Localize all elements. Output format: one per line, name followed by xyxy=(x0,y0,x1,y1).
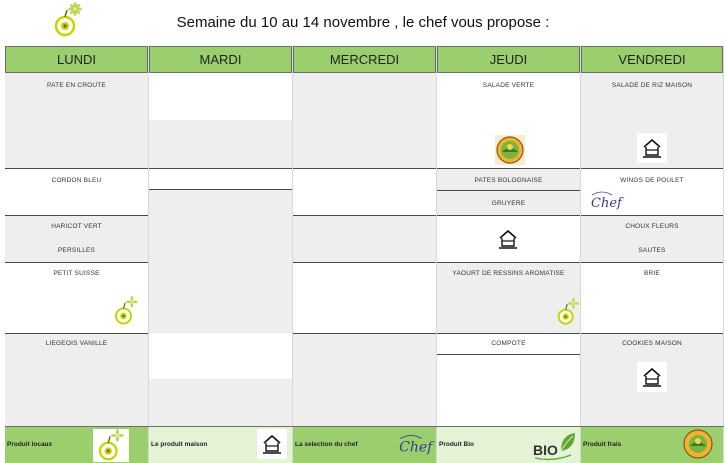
day-header-mercredi: MERCREDI xyxy=(293,46,436,73)
mardi-entree-bottom xyxy=(149,120,292,168)
chef-selection-icon xyxy=(589,187,622,213)
column-mardi xyxy=(149,46,293,462)
lundi-laitage-cell xyxy=(5,263,148,333)
jeudi-plat-cell xyxy=(437,169,580,215)
legend-homemade-label: Le produit maison xyxy=(151,441,208,448)
lundi-laitage: PETIT SUISSE xyxy=(53,270,100,277)
legend-bio xyxy=(437,427,581,463)
mercredi-laitage-cell xyxy=(293,263,436,333)
day-header-vendredi: VENDREDI xyxy=(581,46,723,73)
legend-local xyxy=(5,427,149,463)
legend-homemade xyxy=(149,427,293,463)
mercredi-legume-cell xyxy=(293,216,436,262)
homemade-house-icon xyxy=(257,429,287,459)
mardi-dessert-top xyxy=(149,334,292,379)
legend-fresh xyxy=(581,427,724,463)
vendredi-legume-1: CHOUX FLEURS xyxy=(625,223,679,230)
local-produce-pear-icon xyxy=(554,297,582,327)
fresh-product-badge-icon xyxy=(683,429,713,459)
lundi-entree: PATE EN CROUTE xyxy=(47,82,106,89)
jeudi-accompagnement: GRUYERE xyxy=(491,200,526,207)
lundi-plat-cell xyxy=(5,169,148,215)
mardi-entree-top xyxy=(149,73,292,120)
vendredi-dessert: COOKIES MAISON xyxy=(622,340,682,347)
jeudi-entree-cell xyxy=(437,73,580,168)
mardi-accompagnement-cell xyxy=(149,190,292,333)
column-mercredi xyxy=(293,46,437,462)
weekly-menu-grid xyxy=(5,46,724,462)
mercredi-plat-cell xyxy=(293,169,436,215)
jeudi-dessert-cell xyxy=(437,334,580,426)
vendredi-dessert-cell xyxy=(581,334,723,426)
local-produce-pear-icon xyxy=(93,429,129,462)
column-jeudi xyxy=(437,46,581,462)
vendredi-entree-cell xyxy=(581,73,723,168)
vendredi-laitage-cell xyxy=(581,263,723,333)
mercredi-dessert-cell xyxy=(293,334,436,426)
jeudi-legume-cell xyxy=(437,216,580,262)
lundi-plat: CORDON BLEU xyxy=(51,177,102,184)
jeudi-laitage: YAOURT DE RESSINS AROMATISE xyxy=(452,270,565,277)
lundi-legume-2: PERSILLES xyxy=(57,247,96,254)
legend-bio-label: Produit Bio xyxy=(439,441,475,448)
row-divider xyxy=(437,190,580,191)
lundi-legume-cell xyxy=(5,216,148,262)
bio-text: BIO xyxy=(533,442,558,458)
homemade-house-icon xyxy=(637,362,667,392)
vendredi-entree: SALADE DE RIZ MAISON xyxy=(611,82,693,89)
bio-leaf-icon xyxy=(531,429,577,461)
chef-signature-text: Chef xyxy=(399,439,433,456)
chef-selection-icon xyxy=(397,429,433,459)
day-header-jeudi: JEUDI xyxy=(437,46,580,73)
legend-bar xyxy=(5,426,724,463)
vendredi-plat-cell xyxy=(581,169,723,215)
jeudi-entree: SALADE VERTE xyxy=(482,82,535,89)
vendredi-legume-cell xyxy=(581,216,723,262)
local-produce-pear-icon xyxy=(111,295,141,327)
homemade-house-icon xyxy=(637,133,667,163)
vendredi-legume-2: SAUTES xyxy=(638,247,666,254)
legend-local-label: Produit locaux xyxy=(7,441,53,448)
mardi-dessert-bottom xyxy=(149,379,292,426)
legend-chef xyxy=(293,427,437,463)
legend-chef-label: La selection du chef xyxy=(295,441,358,448)
column-vendredi xyxy=(581,46,724,462)
day-header-mardi: MARDI xyxy=(149,46,292,73)
jeudi-plat: PATES BOLOGNAISE xyxy=(474,177,543,184)
chef-signature-text: Chef xyxy=(591,196,622,211)
jeudi-dessert: COMPOTE xyxy=(491,340,526,347)
jeudi-laitage-cell xyxy=(437,263,580,333)
page-title: Semaine du 10 au 14 novembre , le chef vous propose : xyxy=(176,14,550,31)
homemade-house-icon xyxy=(493,224,523,254)
row-divider xyxy=(437,354,580,355)
column-lundi xyxy=(5,46,149,462)
vendredi-laitage: BRIE xyxy=(644,270,660,277)
lundi-legume-1: HARICOT VERT xyxy=(51,223,102,230)
mercredi-entree-cell xyxy=(293,73,436,168)
legend-fresh-label: Produit frais xyxy=(583,441,622,448)
day-header-lundi: LUNDI xyxy=(5,46,148,73)
vendredi-plat: WINGS DE POULET xyxy=(620,177,684,184)
lundi-dessert: LIEGEOIS VANILLE xyxy=(45,340,108,347)
lundi-dessert-cell xyxy=(5,334,148,426)
mardi-plat-cell xyxy=(149,169,292,189)
lundi-entree-cell xyxy=(5,73,148,168)
fresh-product-badge-icon xyxy=(495,135,525,165)
